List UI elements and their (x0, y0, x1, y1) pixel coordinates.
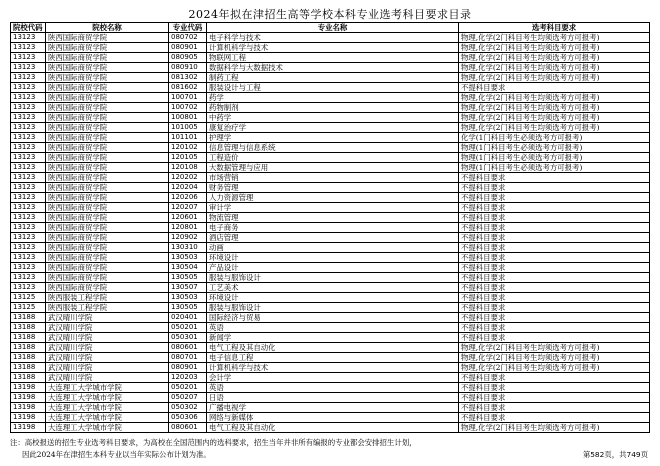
cell-subject-requirement: 不提科目要求 (459, 263, 650, 273)
cell-major-name: 环境设计 (207, 253, 459, 263)
table-body (11, 33, 650, 433)
cell-school-code: 13123 (11, 233, 46, 243)
table-row (11, 123, 650, 133)
cell-school-code: 13123 (11, 93, 46, 103)
cell-major-code: 100702 (169, 103, 207, 113)
cell-subject-requirement: 物理,化学(2门科目考生均须选考方可报考) (459, 363, 650, 373)
table-row (11, 383, 650, 393)
table-row (11, 53, 650, 63)
cell-subject-requirement: 化学(1门科目考生必须选考方可报考) (459, 133, 650, 143)
cell-major-code: 050306 (169, 413, 207, 423)
table-row (11, 363, 650, 373)
cell-major-name: 动画 (207, 243, 459, 253)
cell-school-code: 13188 (11, 333, 46, 343)
cell-school-name: 陕西国际商贸学院 (46, 123, 169, 133)
cell-school-name: 大连理工大学城市学院 (46, 403, 169, 413)
header-subject-requirement: 选考科目要求 (459, 23, 650, 33)
table-row (11, 413, 650, 423)
cell-major-code: 080601 (169, 423, 207, 433)
cell-major-code: 120902 (169, 233, 207, 243)
table-row (11, 213, 650, 223)
cell-major-name: 工艺美术 (207, 283, 459, 293)
cell-school-name: 陕西国际商贸学院 (46, 73, 169, 83)
cell-school-name: 大连理工大学城市学院 (46, 413, 169, 423)
cell-school-name: 陕西国际商贸学院 (46, 163, 169, 173)
header-school-name: 院校名称 (46, 23, 169, 33)
footnote-line-1: 注：高校报送的招生专业选考科目要求，为高校在全国范围内的选科要求，招生当年并非所有编报的专业都会安排招生计划， (10, 438, 417, 447)
cell-school-name: 陕西国际商贸学院 (46, 223, 169, 233)
cell-major-code: 120203 (169, 373, 207, 383)
cell-major-name: 电气工程及其自动化 (207, 343, 459, 353)
cell-school-name: 陕西国际商贸学院 (46, 273, 169, 283)
cell-major-code: 130507 (169, 283, 207, 293)
cell-major-code: 080702 (169, 33, 207, 43)
cell-school-code: 13123 (11, 273, 46, 283)
cell-major-code: 101005 (169, 123, 207, 133)
document-title: 2024年拟在津招生高等学校本科专业选考科目要求目录 (188, 8, 472, 21)
cell-school-name: 陕西国际商贸学院 (46, 253, 169, 263)
table-row (11, 233, 650, 243)
cell-subject-requirement: 物理,化学(2门科目考生均须选考方可报考) (459, 73, 650, 83)
cell-subject-requirement: 物理,化学(2门科目考生均须选考方可报考) (459, 123, 650, 133)
cell-school-code: 13198 (11, 393, 46, 403)
cell-major-code: 080901 (169, 363, 207, 373)
table-row (11, 353, 650, 363)
table-row (11, 103, 650, 113)
cell-school-name: 陕西国际商贸学院 (46, 83, 169, 93)
cell-school-code: 13123 (11, 143, 46, 153)
cell-major-name: 广播电视学 (207, 403, 459, 413)
cell-subject-requirement: 不提科目要求 (459, 193, 650, 203)
cell-school-code: 13123 (11, 53, 46, 63)
cell-school-code: 13123 (11, 193, 46, 203)
cell-major-code: 080601 (169, 343, 207, 353)
cell-subject-requirement: 不提科目要求 (459, 253, 650, 263)
cell-subject-requirement: 物理,化学(2门科目考生均须选考方可报考) (459, 43, 650, 53)
cell-major-name: 网络与新媒体 (207, 413, 459, 423)
cell-school-code: 13198 (11, 383, 46, 393)
cell-major-name: 人力资源管理 (207, 193, 459, 203)
cell-major-name: 大数据管理与应用 (207, 163, 459, 173)
cell-subject-requirement: 不提科目要求 (459, 223, 650, 233)
cell-major-name: 会计学 (207, 373, 459, 383)
cell-school-name: 大连理工大学城市学院 (46, 423, 169, 433)
table-row (11, 163, 650, 173)
cell-major-code: 120206 (169, 193, 207, 203)
cell-school-code: 13188 (11, 373, 46, 383)
cell-major-code: 080905 (169, 53, 207, 63)
cell-major-code: 080901 (169, 43, 207, 53)
header-major-name: 专业名称 (207, 23, 459, 33)
cell-school-name: 武汉晴川学院 (46, 353, 169, 363)
cell-subject-requirement: 不提科目要求 (459, 303, 650, 313)
table-row (11, 63, 650, 73)
table-row (11, 393, 650, 403)
cell-major-code: 120801 (169, 223, 207, 233)
cell-school-code: 13188 (11, 343, 46, 353)
cell-subject-requirement: 不提科目要求 (459, 403, 650, 413)
cell-school-code: 13198 (11, 423, 46, 433)
cell-subject-requirement: 不提科目要求 (459, 373, 650, 383)
cell-major-code: 120204 (169, 183, 207, 193)
cell-subject-requirement: 物理,化学(2门科目考生均须选考方可报考) (459, 103, 650, 113)
cell-major-name: 电气工程及其自动化 (207, 423, 459, 433)
cell-major-code: 130310 (169, 243, 207, 253)
cell-school-name: 陕西国际商贸学院 (46, 263, 169, 273)
cell-school-name: 陕西国际商贸学院 (46, 233, 169, 243)
cell-major-code: 050207 (169, 393, 207, 403)
cell-school-code: 13123 (11, 103, 46, 113)
table-row (11, 83, 650, 93)
cell-school-name: 陕西服装工程学院 (46, 293, 169, 303)
cell-school-name: 陕西国际商贸学院 (46, 133, 169, 143)
cell-subject-requirement: 物理(1门科目考生必须选考方可报考) (459, 153, 650, 163)
cell-school-name: 武汉晴川学院 (46, 323, 169, 333)
cell-school-name: 陕西国际商贸学院 (46, 193, 169, 203)
table-row (11, 343, 650, 353)
table-row (11, 143, 650, 153)
cell-subject-requirement: 不提科目要求 (459, 383, 650, 393)
cell-school-name: 陕西国际商贸学院 (46, 173, 169, 183)
cell-subject-requirement: 物理,化学(2门科目考生均须选考方可报考) (459, 423, 650, 433)
cell-school-code: 13123 (11, 133, 46, 143)
cell-major-code: 081602 (169, 83, 207, 93)
cell-subject-requirement: 不提科目要求 (459, 243, 650, 253)
cell-major-name: 电子信息工程 (207, 353, 459, 363)
cell-major-code: 120102 (169, 143, 207, 153)
cell-major-code: 130503 (169, 253, 207, 263)
cell-school-code: 13123 (11, 173, 46, 183)
table-row (11, 113, 650, 123)
cell-major-name: 计算机科学与技术 (207, 363, 459, 373)
table-row (11, 333, 650, 343)
cell-school-name: 大连理工大学城市学院 (46, 383, 169, 393)
cell-major-code: 120207 (169, 203, 207, 213)
cell-school-code: 13125 (11, 293, 46, 303)
page-number: 第582页，共749页 (582, 450, 648, 459)
table-row (11, 423, 650, 433)
cell-major-code: 130504 (169, 263, 207, 273)
cell-major-name: 计算机科学与技术 (207, 43, 459, 53)
cell-school-code: 13188 (11, 353, 46, 363)
cell-major-name: 酒店管理 (207, 233, 459, 243)
table-row (11, 273, 650, 283)
cell-major-name: 英语 (207, 383, 459, 393)
cell-subject-requirement: 不提科目要求 (459, 173, 650, 183)
footnote-line-2: 因此2024年在津招生本科专业以当年实际公布计划为准。 (22, 450, 211, 459)
table-row (11, 403, 650, 413)
cell-school-name: 武汉晴川学院 (46, 373, 169, 383)
table-row (11, 133, 650, 143)
cell-school-code: 13123 (11, 223, 46, 233)
cell-school-code: 13123 (11, 33, 46, 43)
cell-school-code: 13125 (11, 303, 46, 313)
cell-school-code: 13198 (11, 403, 46, 413)
cell-major-code: 020401 (169, 313, 207, 323)
table-row (11, 93, 650, 103)
cell-major-name: 日语 (207, 393, 459, 403)
table-row (11, 283, 650, 293)
cell-major-code: 130505 (169, 273, 207, 283)
cell-subject-requirement: 物理(1门科目考生必须选考方可报考) (459, 143, 650, 153)
cell-major-code: 100801 (169, 113, 207, 123)
cell-subject-requirement: 物理(1门科目考生必须选考方可报考) (459, 163, 650, 173)
cell-major-code: 080910 (169, 63, 207, 73)
cell-school-name: 陕西国际商贸学院 (46, 43, 169, 53)
cell-school-name: 陕西国际商贸学院 (46, 243, 169, 253)
cell-school-name: 陕西国际商贸学院 (46, 213, 169, 223)
cell-school-name: 陕西国际商贸学院 (46, 143, 169, 153)
cell-major-name: 新闻学 (207, 333, 459, 343)
cell-school-code: 13123 (11, 283, 46, 293)
cell-major-code: 130505 (169, 303, 207, 313)
cell-school-code: 13123 (11, 243, 46, 253)
cell-school-code: 13188 (11, 323, 46, 333)
cell-major-code: 050302 (169, 403, 207, 413)
cell-school-code: 13123 (11, 113, 46, 123)
cell-school-name: 陕西国际商贸学院 (46, 183, 169, 193)
cell-subject-requirement: 物理,化学(2门科目考生均须选考方可报考) (459, 353, 650, 363)
table-row (11, 223, 650, 233)
table-row (11, 243, 650, 253)
cell-school-name: 陕西服装工程学院 (46, 303, 169, 313)
cell-school-name: 陕西国际商贸学院 (46, 153, 169, 163)
cell-school-code: 13123 (11, 73, 46, 83)
cell-subject-requirement: 物理,化学(2门科目考生均须选考方可报考) (459, 63, 650, 73)
cell-major-name: 中药学 (207, 113, 459, 123)
cell-subject-requirement: 不提科目要求 (459, 83, 650, 93)
cell-school-name: 陕西国际商贸学院 (46, 283, 169, 293)
cell-subject-requirement: 不提科目要求 (459, 213, 650, 223)
table-row (11, 253, 650, 263)
cell-major-name: 环境设计 (207, 293, 459, 303)
table-row (11, 373, 650, 383)
header-major-code: 专业代码 (169, 23, 207, 33)
cell-major-name: 产品设计 (207, 263, 459, 273)
cell-major-name: 审计学 (207, 203, 459, 213)
cell-subject-requirement: 不提科目要求 (459, 323, 650, 333)
cell-major-name: 信息管理与信息系统 (207, 143, 459, 153)
cell-subject-requirement: 不提科目要求 (459, 393, 650, 403)
table-row (11, 203, 650, 213)
table-row (11, 43, 650, 53)
cell-major-name: 电子科学与技术 (207, 33, 459, 43)
table-row (11, 153, 650, 163)
cell-major-code: 081302 (169, 73, 207, 83)
table-header-row (11, 23, 650, 33)
cell-school-code: 13123 (11, 123, 46, 133)
cell-school-code: 13198 (11, 413, 46, 423)
cell-major-name: 物流管理 (207, 213, 459, 223)
cell-school-code: 13123 (11, 263, 46, 273)
cell-subject-requirement: 物理,化学(2门科目考生均须选考方可报考) (459, 93, 650, 103)
cell-subject-requirement: 物理,化学(2门科目考生均须选考方可报考) (459, 53, 650, 63)
cell-subject-requirement: 不提科目要求 (459, 283, 650, 293)
cell-major-code: 130503 (169, 293, 207, 303)
cell-subject-requirement: 不提科目要求 (459, 273, 650, 283)
cell-subject-requirement: 物理,化学(2门科目考生均须选考方可报考) (459, 343, 650, 353)
cell-subject-requirement: 物理,化学(2门科目考生均须选考方可报考) (459, 113, 650, 123)
cell-major-name: 电子商务 (207, 223, 459, 233)
cell-school-code: 13123 (11, 43, 46, 53)
cell-school-name: 陕西国际商贸学院 (46, 113, 169, 123)
cell-school-code: 13188 (11, 313, 46, 323)
cell-subject-requirement: 物理,化学(2门科目考生均须选考方可报考) (459, 33, 650, 43)
cell-major-name: 财务管理 (207, 183, 459, 193)
cell-major-code: 050201 (169, 383, 207, 393)
cell-school-code: 13188 (11, 363, 46, 373)
cell-major-name: 市场营销 (207, 173, 459, 183)
table-row (11, 263, 650, 273)
table-row (11, 303, 650, 313)
cell-major-name: 药学 (207, 93, 459, 103)
cell-school-name: 陕西国际商贸学院 (46, 53, 169, 63)
cell-school-code: 13123 (11, 63, 46, 73)
cell-school-name: 武汉晴川学院 (46, 363, 169, 373)
cell-major-name: 英语 (207, 323, 459, 333)
table-row (11, 293, 650, 303)
cell-major-code: 050201 (169, 323, 207, 333)
cell-school-code: 13123 (11, 163, 46, 173)
cell-school-name: 武汉晴川学院 (46, 333, 169, 343)
cell-school-name: 陕西国际商贸学院 (46, 103, 169, 113)
cell-major-code: 120108 (169, 163, 207, 173)
cell-major-name: 制药工程 (207, 73, 459, 83)
subject-requirements-table (10, 22, 650, 433)
table-row (11, 193, 650, 203)
cell-subject-requirement: 不提科目要求 (459, 333, 650, 343)
table-row (11, 313, 650, 323)
cell-major-name: 国际经济与贸易 (207, 313, 459, 323)
cell-school-code: 13123 (11, 183, 46, 193)
cell-major-name: 数据科学与大数据技术 (207, 63, 459, 73)
cell-school-code: 13123 (11, 213, 46, 223)
cell-major-name: 工程造价 (207, 153, 459, 163)
cell-subject-requirement: 不提科目要求 (459, 293, 650, 303)
cell-school-name: 陕西国际商贸学院 (46, 93, 169, 103)
table-row (11, 33, 650, 43)
cell-subject-requirement: 不提科目要求 (459, 203, 650, 213)
cell-major-name: 药物制剂 (207, 103, 459, 113)
cell-major-name: 服装与服饰设计 (207, 273, 459, 283)
table-row (11, 173, 650, 183)
cell-major-name: 康复治疗学 (207, 123, 459, 133)
header-school-code: 院校代码 (11, 23, 46, 33)
table-row (11, 183, 650, 193)
cell-school-code: 13123 (11, 203, 46, 213)
cell-school-name: 陕西国际商贸学院 (46, 33, 169, 43)
cell-school-name: 大连理工大学城市学院 (46, 393, 169, 403)
cell-major-code: 120202 (169, 173, 207, 183)
cell-school-name: 陕西国际商贸学院 (46, 203, 169, 213)
cell-major-code: 101101 (169, 133, 207, 143)
cell-school-code: 13123 (11, 83, 46, 93)
cell-subject-requirement: 不提科目要求 (459, 313, 650, 323)
cell-school-name: 陕西国际商贸学院 (46, 63, 169, 73)
cell-major-code: 050301 (169, 333, 207, 343)
cell-major-name: 服装与服饰设计 (207, 303, 459, 313)
cell-major-code: 120601 (169, 213, 207, 223)
cell-major-name: 物联网工程 (207, 53, 459, 63)
cell-major-name: 服装设计与工程 (207, 83, 459, 93)
table-row (11, 73, 650, 83)
cell-school-code: 13123 (11, 153, 46, 163)
table-row (11, 323, 650, 333)
cell-subject-requirement: 不提科目要求 (459, 233, 650, 243)
cell-major-code: 080701 (169, 353, 207, 363)
cell-school-code: 13123 (11, 253, 46, 263)
cell-school-name: 武汉晴川学院 (46, 343, 169, 353)
cell-subject-requirement: 不提科目要求 (459, 183, 650, 193)
cell-major-code: 120105 (169, 153, 207, 163)
cell-subject-requirement: 不提科目要求 (459, 413, 650, 423)
cell-major-code: 100701 (169, 93, 207, 103)
cell-school-name: 武汉晴川学院 (46, 313, 169, 323)
cell-major-name: 护理学 (207, 133, 459, 143)
